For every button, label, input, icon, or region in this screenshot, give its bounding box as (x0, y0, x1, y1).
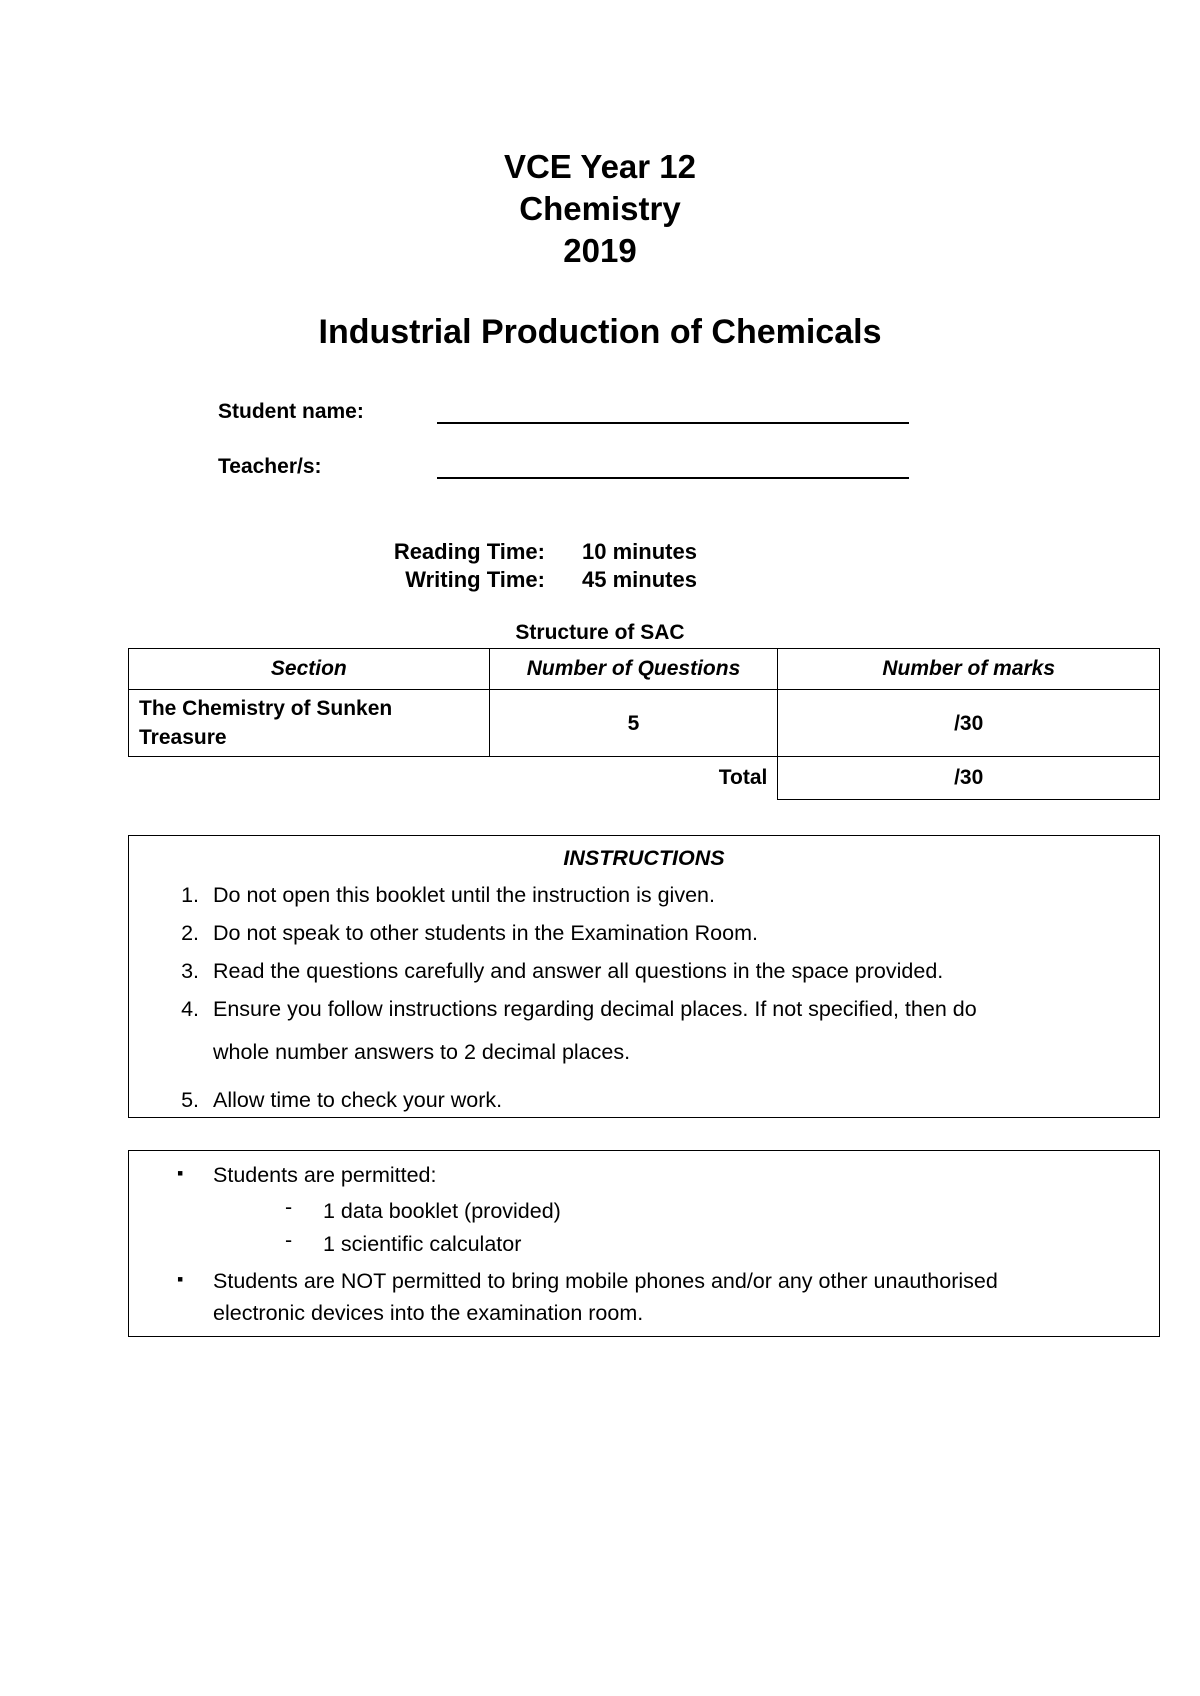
dash-icon: - (285, 1228, 293, 1252)
permitted-intro: Students are permitted: (213, 1163, 437, 1187)
section-name: The Chemistry of Sunken Treasure (129, 690, 490, 757)
table-total-row (129, 757, 1160, 800)
total-marks: /30 (778, 757, 1160, 800)
bullet-icon: ▪ (177, 1269, 184, 1289)
item-number: 5. (181, 1088, 199, 1112)
item-text: Allow time to check your work. (213, 1088, 503, 1112)
title-line-subject: Chemistry (519, 190, 681, 227)
student-name-line[interactable] (437, 422, 909, 424)
item-text: Do not open this booklet until the instruction is given. (213, 883, 715, 907)
item-number: 3. (181, 959, 199, 983)
header-questions: Number of Questions (489, 649, 778, 690)
table-header-row (129, 649, 1160, 690)
item-number: 2. (181, 921, 199, 945)
writing-time-value: 45 minutes (582, 567, 697, 592)
writing-time-row (0, 566, 1200, 594)
table-row (129, 690, 1160, 757)
dash-icon: - (285, 1195, 293, 1219)
item-text-continued: whole number answers to 2 decimal places. (213, 1040, 631, 1064)
item-number: 4. (181, 997, 199, 1021)
question-count: 5 (489, 690, 778, 757)
exam-subtitle: Industrial Production of Chemicals (318, 313, 882, 351)
total-label: Total (129, 757, 778, 800)
item-text: Do not speak to other students in the Examination Room. (213, 921, 758, 945)
item-number: 1. (181, 883, 199, 907)
teacher-line[interactable] (437, 477, 909, 479)
reading-time-label: Reading Time: (393, 539, 545, 564)
permissions-box (128, 1150, 1160, 1337)
not-permitted-line-1: Students are NOT permitted to bring mobile phones and/or any other unauthorised (213, 1269, 998, 1293)
item-text: Ensure you follow instructions regarding decimal places. If not specified, then do (213, 997, 977, 1021)
title-line-date: 2019 (563, 232, 637, 269)
bullet-icon: ▪ (177, 1163, 184, 1183)
title-line-year: VCE Year 12 (503, 148, 697, 185)
not-permitted-line-2: electronic devices into the examination room. (213, 1301, 644, 1325)
student-name-label: Student name: (218, 400, 364, 423)
instructions-box (128, 835, 1160, 1118)
reading-time-value: 10 minutes (582, 539, 697, 564)
permitted-item: 1 data booklet (provided) (323, 1199, 561, 1223)
permitted-item: 1 scientific calculator (323, 1232, 522, 1256)
section-marks: /30 (778, 690, 1160, 757)
teacher-label: Teacher/s: (218, 455, 322, 478)
writing-time-label: Writing Time: (405, 567, 545, 592)
header-marks: Number of marks (778, 649, 1160, 690)
instructions-title: INSTRUCTIONS (563, 846, 725, 870)
sac-caption: Structure of SAC (515, 621, 685, 644)
item-text: Read the questions carefully and answer all questions in the space provided. (213, 959, 944, 983)
reading-time-row (0, 538, 1200, 566)
sac-structure-table (128, 648, 1160, 800)
exam-title (0, 146, 1200, 272)
header-section: Section (129, 649, 490, 690)
